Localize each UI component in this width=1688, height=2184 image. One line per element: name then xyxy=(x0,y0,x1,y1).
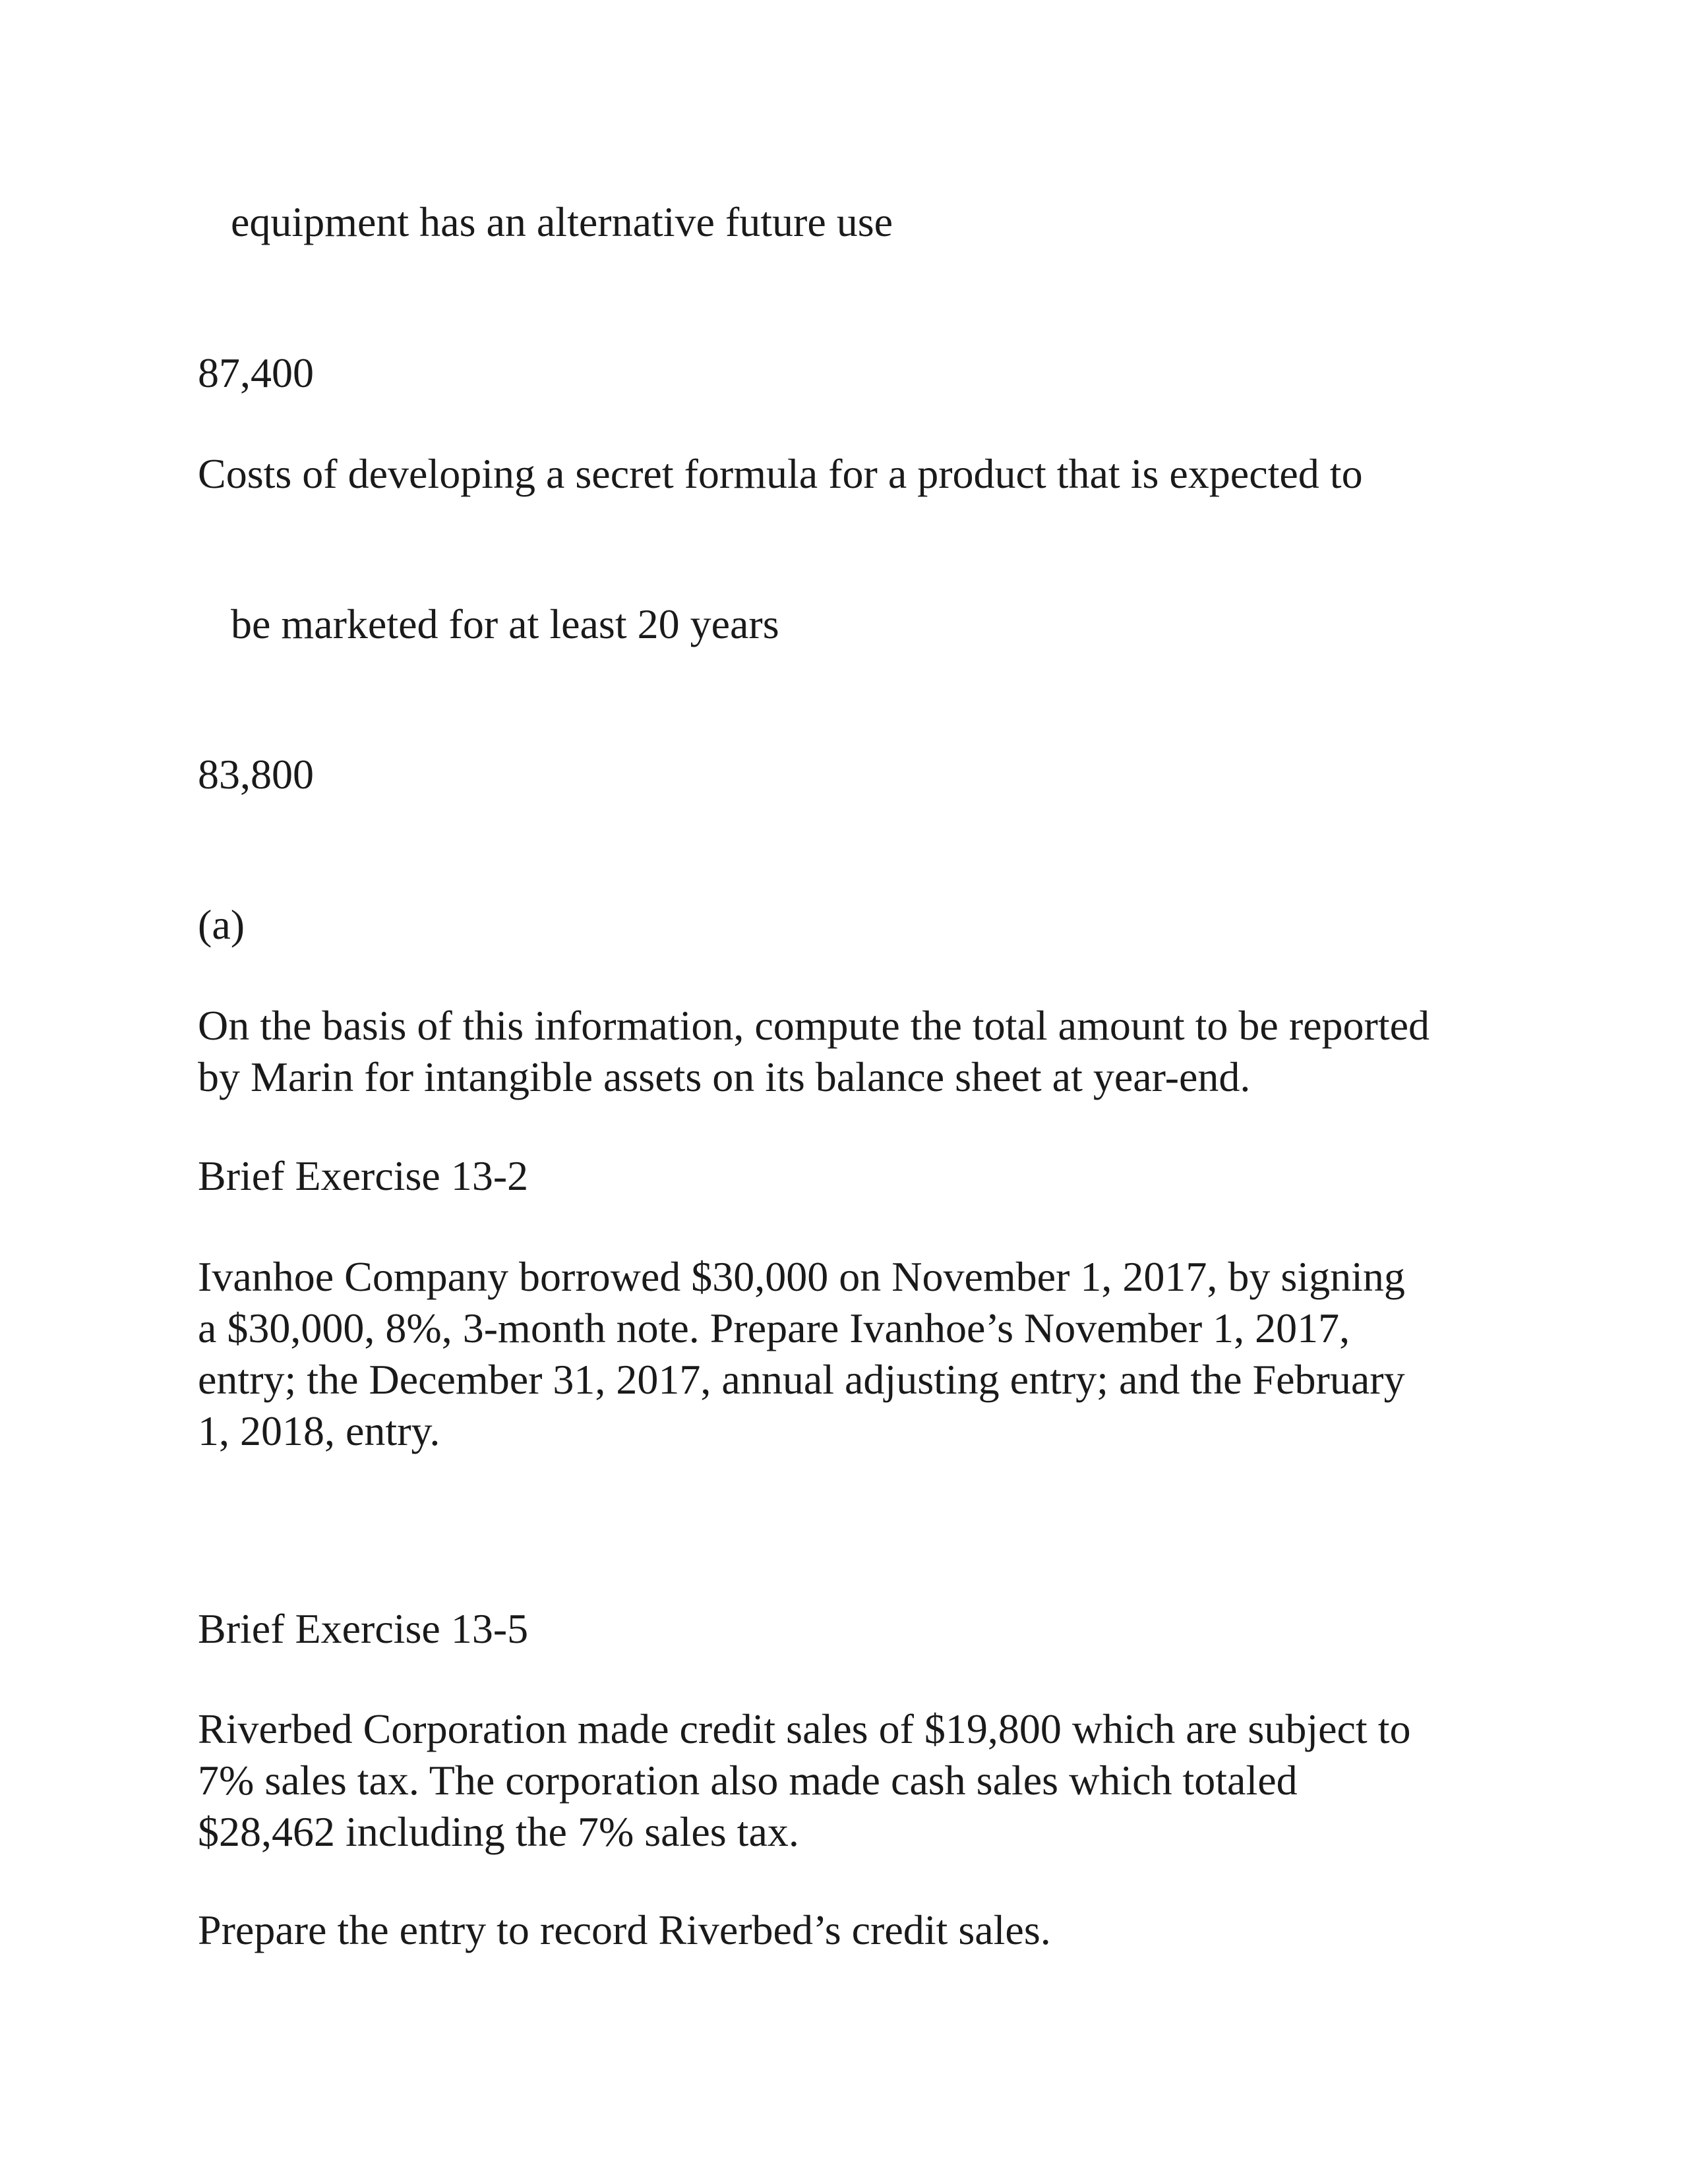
text-costs-formula: Costs of developing a secret formula for a product that is expected to xyxy=(198,450,1363,497)
exercise-13-2-title: Brief Exercise 13-2 xyxy=(198,1152,529,1199)
exercise-13-5-body xyxy=(198,1703,1517,1858)
question-a-paragraph xyxy=(198,1000,1517,1103)
exercise-13-2-line: 1, 2018, entry. xyxy=(198,1407,440,1454)
exercise-13-5-line: Riverbed Corporation made credit sales of $19,800 which are subject to xyxy=(198,1705,1411,1752)
exercise-13-5-instruction: Prepare the entry to record Riverbed’s credit sales. xyxy=(198,1906,1051,1953)
exercise-13-2-body xyxy=(198,1251,1517,1457)
exercise-13-2-line: a $30,000, 8%, 3-month note. Prepare Ivanhoe’s November 1, 2017, xyxy=(198,1305,1350,1351)
text-marketed-fragment: be marketed for at least 20 years xyxy=(231,601,779,647)
exercise-13-5-title: Brief Exercise 13-5 xyxy=(198,1605,529,1652)
exercise-13-5-line: $28,462 including the 7% sales tax. xyxy=(198,1808,799,1855)
exercise-13-2-line: entry; the December 31, 2017, annual adjusting entry; and the February xyxy=(198,1356,1405,1403)
part-label-a: (a) xyxy=(198,901,245,948)
text-equipment-fragment: equipment has an alternative future use xyxy=(231,198,893,245)
exercise-13-2-line: Ivanhoe Company borrowed $30,000 on November 1, 2017, by signing xyxy=(198,1253,1405,1300)
amount-83800: 83,800 xyxy=(198,751,314,798)
exercise-13-5-line: 7% sales tax. The corporation also made cash sales which totaled xyxy=(198,1757,1298,1804)
amount-87400: 87,400 xyxy=(198,349,314,396)
question-a-line: On the basis of this information, compute the total amount to be reported xyxy=(198,1002,1430,1049)
question-a-line: by Marin for intangible assets on its balance sheet at year-end. xyxy=(198,1053,1251,1100)
